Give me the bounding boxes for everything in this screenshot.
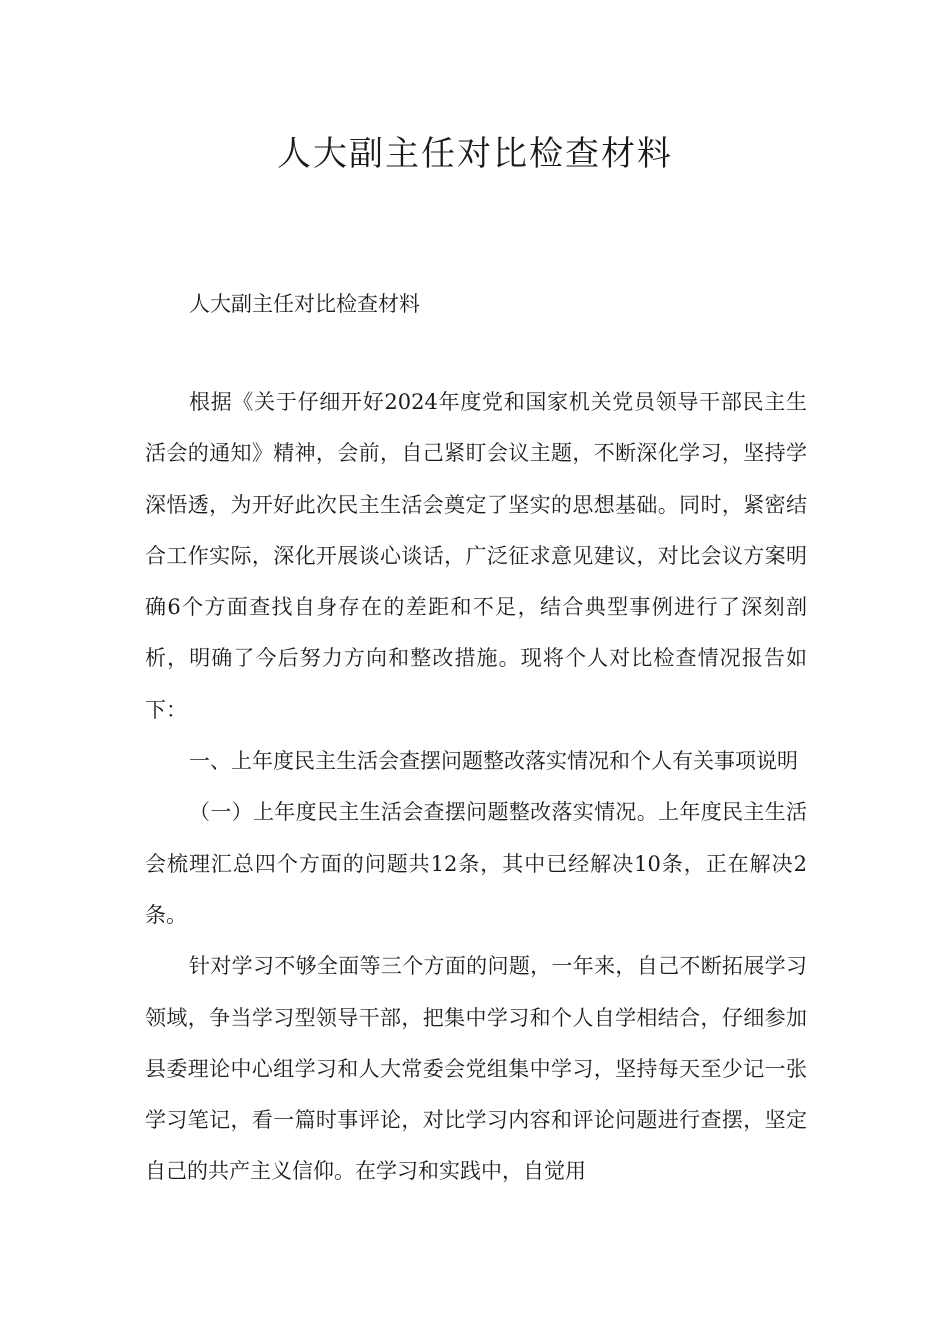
document-body (145, 285, 807, 1198)
paragraph-rectification: 针对学习不够全面等三个方面的问题，一年来，自己不断拓展学习领域，争当学习型领导干部，把集中学习和个人自学相结合，仔细参加县委理论中心组学习和人大常委会党组集中学习，坚持每天至少记一张学习笔记，看一篇时事评论，对比学习内容和评论问题进行查摆，坚定自己的共产主义信仰。在学习和实践中，自觉用 (145, 954, 807, 1184)
section-heading-1: 一、上年度民主生活会查摆问题整改落实情况和个人有关事项说明 (189, 749, 798, 774)
subsection-heading-1: （一）上年度民主生活会查摆问题整改落实情况。上年度民主生活会梳理汇总四个方面的问题共12条，其中已经解决10条，正在解决2条。 (145, 800, 807, 927)
paragraph-intro: 根据《关于仔细开好2024年度党和国家机关党员领导干部民主生活会的通知》精神，会前，自己紧盯会议主题，不断深化学习，坚持学深悟透，为开好此次民主生活会奠定了坚实的思想基础。同时，紧密结合工作实际，深化开展谈心谈话，广泛征求意见建议，对比会议方案明确6个方面查找自身存在的差距和不足，结合典型事例进行了深刻剖析，明确了今后努力方向和整改措施。现将个人对比检查情况报告如下： (145, 390, 807, 722)
document-subtitle: 人大副主任对比检查材料 (189, 292, 420, 316)
document-title: 人大副主任对比检查材料 (277, 134, 673, 174)
